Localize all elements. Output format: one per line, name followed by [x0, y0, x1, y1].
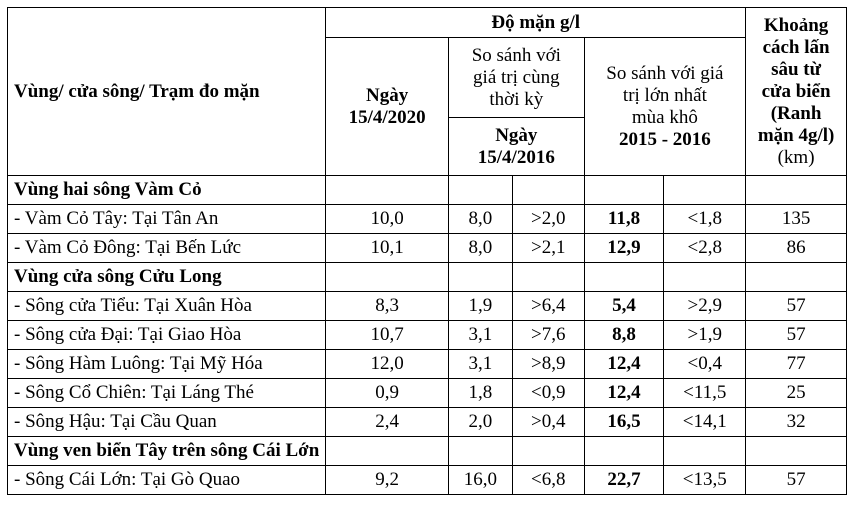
salinity-2020-cell: 10,1 [326, 234, 449, 263]
empty-cell [512, 437, 584, 466]
salinity-table [7, 7, 847, 495]
table-row [8, 234, 847, 263]
empty-cell [326, 437, 449, 466]
empty-cell [449, 437, 513, 466]
salinity-2016-cell: 16,0 [449, 466, 513, 495]
station-cell: - Sông cửa Đại: Tại Giao Hòa [8, 321, 326, 350]
empty-cell [664, 263, 746, 292]
diff-max-cell: <2,8 [664, 234, 746, 263]
diff-max-cell: >2,9 [664, 292, 746, 321]
diff-2016-cell: >2,0 [512, 205, 584, 234]
salinity-2020-cell: 8,3 [326, 292, 449, 321]
empty-cell [512, 176, 584, 205]
group-row [8, 437, 847, 466]
station-cell: - Sông cửa Tiểu: Tại Xuân Hòa [8, 292, 326, 321]
max-2015-2016-cell: 11,8 [584, 205, 664, 234]
station-cell: - Sông Hàm Luông: Tại Mỹ Hóa [8, 350, 326, 379]
table-row [8, 408, 847, 437]
empty-cell [449, 263, 513, 292]
empty-cell [326, 263, 449, 292]
group-row [8, 176, 847, 205]
distance-cell: 135 [746, 205, 847, 234]
salinity-2016-cell: 8,0 [449, 234, 513, 263]
max-2015-2016-cell: 12,4 [584, 379, 664, 408]
empty-cell [746, 437, 847, 466]
diff-max-cell: <1,8 [664, 205, 746, 234]
salinity-2016-cell: 1,8 [449, 379, 513, 408]
table-row [8, 379, 847, 408]
distance-cell: 25 [746, 379, 847, 408]
empty-cell [746, 263, 847, 292]
distance-cell: 57 [746, 321, 847, 350]
empty-cell [584, 176, 664, 205]
compare-max-header: So sánh với giá trị lớn nhất mùa khô 2015 - 2016 [584, 38, 746, 176]
empty-cell [746, 176, 847, 205]
empty-cell [326, 176, 449, 205]
station-cell: - Vàm Cỏ Tây: Tại Tân An [8, 205, 326, 234]
date-2016-header: Ngày 15/4/2016 [449, 118, 585, 176]
max-2015-2016-cell: 5,4 [584, 292, 664, 321]
salinity-2020-cell: 12,0 [326, 350, 449, 379]
salinity-2020-cell: 10,7 [326, 321, 449, 350]
distance-cell: 32 [746, 408, 847, 437]
salinity-2020-cell: 9,2 [326, 466, 449, 495]
empty-cell [664, 176, 746, 205]
max-2015-2016-cell: 8,8 [584, 321, 664, 350]
salinity-2016-cell: 8,0 [449, 205, 513, 234]
table-row [8, 292, 847, 321]
table-row [8, 321, 847, 350]
diff-max-cell: <14,1 [664, 408, 746, 437]
diff-max-cell: >1,9 [664, 321, 746, 350]
salinity-2016-cell: 3,1 [449, 350, 513, 379]
group-title: Vùng ven biển Tây trên sông Cái Lớn [8, 437, 326, 466]
distance-header: Khoảng cách lấn sâu từ cửa biển (Ranh mặn 4g/l) (km) [746, 8, 847, 176]
empty-cell [584, 263, 664, 292]
salinity-2016-cell: 2,0 [449, 408, 513, 437]
distance-cell: 57 [746, 466, 847, 495]
distance-cell: 77 [746, 350, 847, 379]
group-title: Vùng hai sông Vàm Cỏ [8, 176, 326, 205]
diff-2016-cell: >2,1 [512, 234, 584, 263]
diff-max-cell: <11,5 [664, 379, 746, 408]
empty-cell [664, 437, 746, 466]
group-title: Vùng cửa sông Cửu Long [8, 263, 326, 292]
station-cell: - Sông Cổ Chiên: Tại Láng Thé [8, 379, 326, 408]
salinity-2016-cell: 3,1 [449, 321, 513, 350]
empty-cell [449, 176, 513, 205]
diff-2016-cell: >0,4 [512, 408, 584, 437]
max-2015-2016-cell: 22,7 [584, 466, 664, 495]
diff-2016-cell: >6,4 [512, 292, 584, 321]
max-2015-2016-cell: 16,5 [584, 408, 664, 437]
region-header: Vùng/ cửa sông/ Trạm đo mặn [8, 8, 326, 176]
empty-cell [512, 263, 584, 292]
group-row [8, 263, 847, 292]
table-row [8, 350, 847, 379]
empty-cell [584, 437, 664, 466]
distance-cell: 57 [746, 292, 847, 321]
salinity-2016-cell: 1,9 [449, 292, 513, 321]
salinity-2020-cell: 2,4 [326, 408, 449, 437]
salinity-2020-cell: 10,0 [326, 205, 449, 234]
table-row [8, 205, 847, 234]
max-2015-2016-cell: 12,4 [584, 350, 664, 379]
date-2020-header: Ngày 15/4/2020 [326, 38, 449, 176]
salinity-2020-cell: 0,9 [326, 379, 449, 408]
distance-cell: 86 [746, 234, 847, 263]
diff-max-cell: <13,5 [664, 466, 746, 495]
station-cell: - Sông Cái Lớn: Tại Gò Quao [8, 466, 326, 495]
diff-max-cell: <0,4 [664, 350, 746, 379]
compare-same-period-header: So sánh với giá trị cùng thời kỳ [449, 38, 585, 118]
diff-2016-cell: >8,9 [512, 350, 584, 379]
station-cell: - Vàm Cỏ Đông: Tại Bến Lức [8, 234, 326, 263]
diff-2016-cell: <6,8 [512, 466, 584, 495]
max-2015-2016-cell: 12,9 [584, 234, 664, 263]
station-cell: - Sông Hậu: Tại Cầu Quan [8, 408, 326, 437]
salinity-header: Độ mặn g/l [326, 8, 746, 38]
table-row [8, 466, 847, 495]
diff-2016-cell: <0,9 [512, 379, 584, 408]
diff-2016-cell: >7,6 [512, 321, 584, 350]
